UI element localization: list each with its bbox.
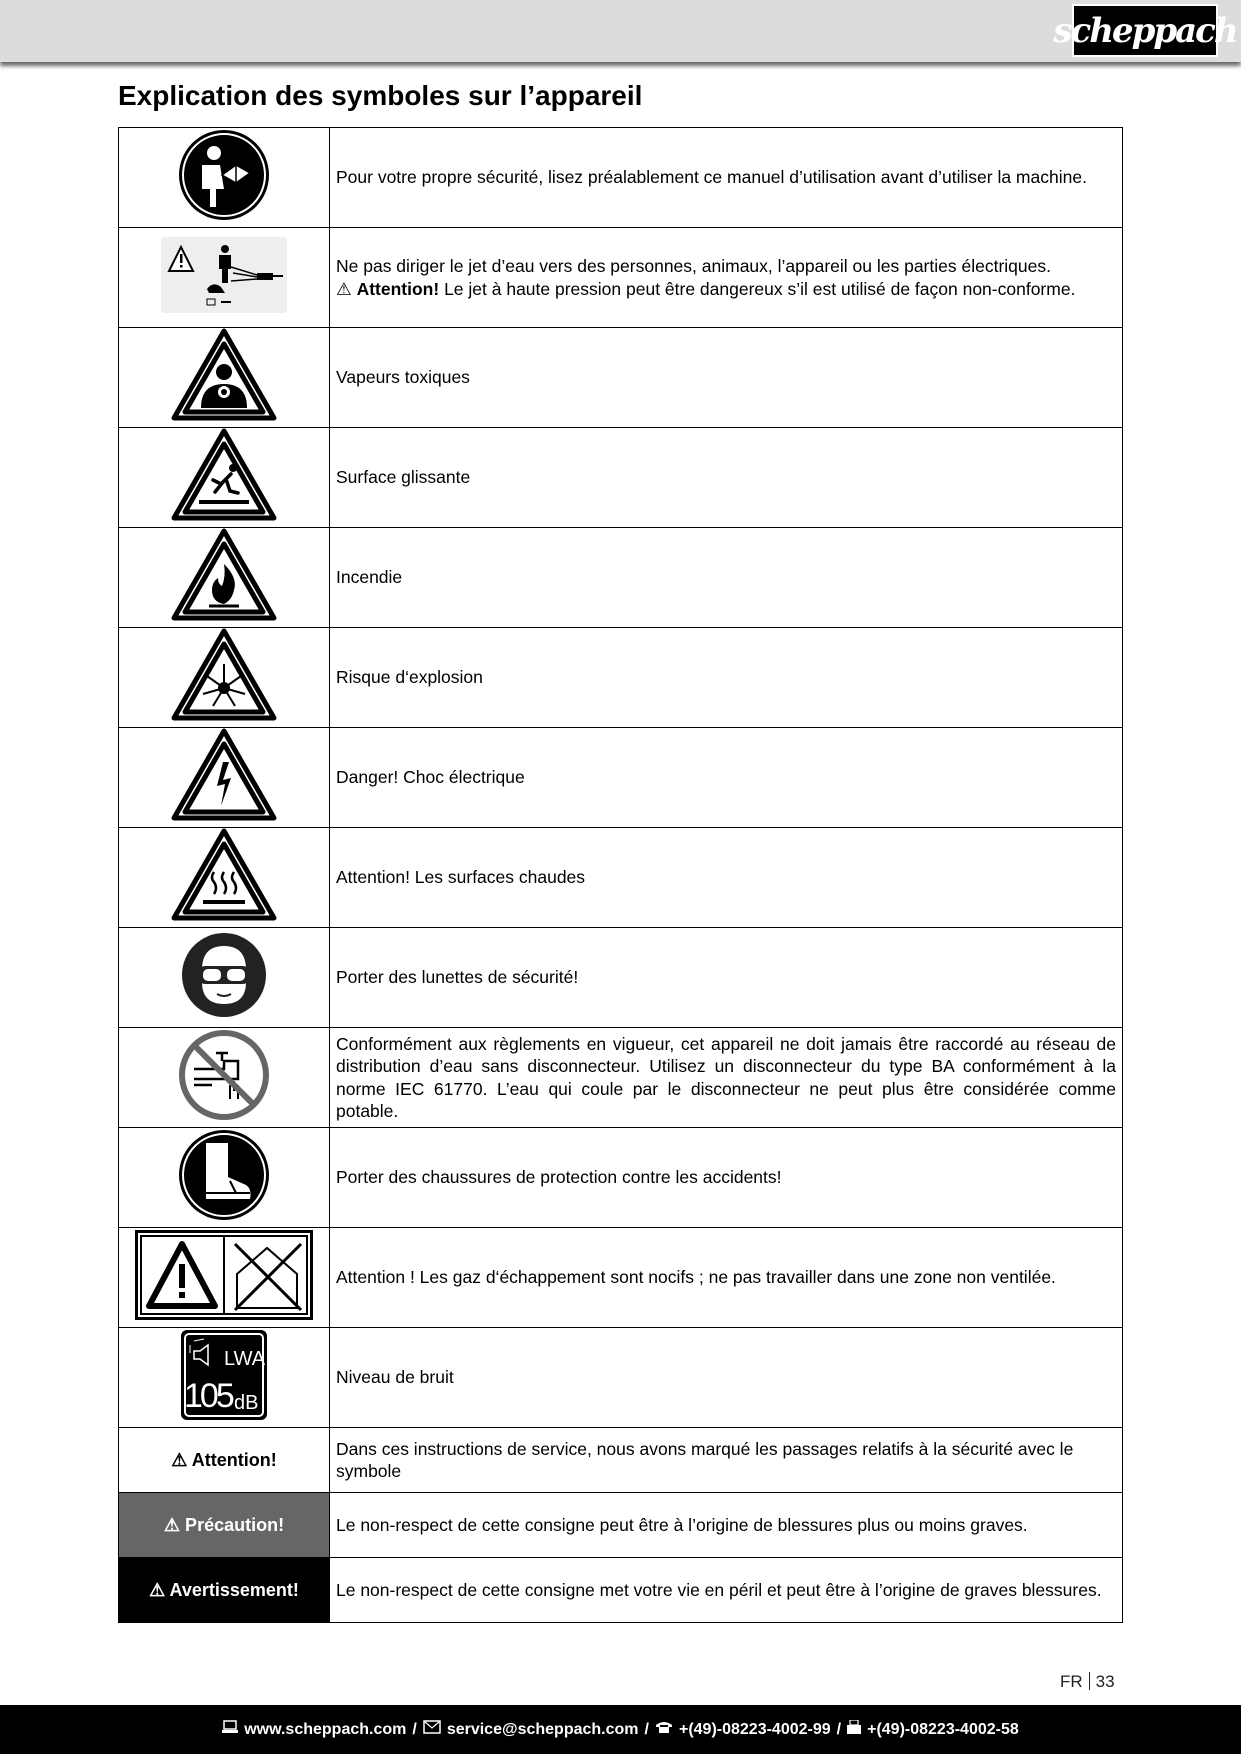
safety-goggles-icon xyxy=(181,932,267,1023)
table-row xyxy=(119,1558,1123,1623)
noise-unit-text: dB xyxy=(234,1392,259,1414)
table-row xyxy=(119,528,1123,628)
row-description: Vapeurs toxiques xyxy=(330,328,1123,428)
noise-value-text: 105 xyxy=(184,1377,232,1415)
level-label-warning: ⚠ Avertissement! xyxy=(119,1558,330,1623)
electric-shock-icon xyxy=(171,728,277,827)
table-row xyxy=(119,1493,1123,1558)
attention-label: Attention! xyxy=(356,278,440,299)
level-label-precaution: ⚠ Précaution! xyxy=(119,1493,330,1558)
safety-boots-icon xyxy=(178,1129,270,1226)
page-number-divider xyxy=(1089,1672,1090,1690)
footer-separator: / xyxy=(412,1720,417,1738)
level-description: Le non-respect de cette consigne peut être à l’origine de blessures plus ou moins graves. xyxy=(330,1493,1123,1558)
row-description: Porter des chaussures de protection contre les accidents! xyxy=(330,1128,1123,1228)
header-bar xyxy=(0,0,1241,62)
level-description: Dans ces instructions de service, nous avons marqué les passages relatifs à la sécurité avec le symbole xyxy=(330,1428,1123,1493)
table-row xyxy=(119,828,1123,928)
row-description xyxy=(330,228,1123,328)
table-row xyxy=(119,728,1123,828)
fire-icon xyxy=(171,528,277,627)
footer-bar xyxy=(0,1705,1241,1754)
brand-logo: scheppach xyxy=(1072,4,1218,57)
warning-triangle-icon: ⚠ xyxy=(336,278,352,299)
footer-separator: / xyxy=(644,1720,649,1738)
footer-phone: +(49)-08223-4002-99 xyxy=(678,1720,831,1738)
table-row xyxy=(119,1428,1123,1493)
page-number-value: 33 xyxy=(1095,1672,1115,1691)
fax-icon xyxy=(847,1720,861,1739)
table-row xyxy=(119,328,1123,428)
noise-level-icon xyxy=(180,1329,268,1426)
toxic-vapours-icon xyxy=(171,328,277,427)
footer-website-link[interactable]: www.scheppach.com xyxy=(244,1720,407,1738)
row-description-text: Le jet à haute pression peut être dangereux s’il est utilisé de façon non-conforme. xyxy=(439,278,1076,299)
row-description-text: Ne pas diriger le jet d’eau vers des personnes, animaux, l’appareil ou les parties électriques. xyxy=(336,256,1051,276)
row-description: Incendie xyxy=(330,528,1123,628)
no-spray-people-icon xyxy=(161,237,287,318)
footer-email-link[interactable]: service@scheppach.com xyxy=(446,1720,639,1738)
table-row xyxy=(119,1028,1123,1128)
hot-surface-icon xyxy=(171,828,277,927)
row-description: Porter des lunettes de sécurité! xyxy=(330,928,1123,1028)
footer-separator: / xyxy=(836,1720,842,1738)
exhaust-gas-no-indoor-icon xyxy=(135,1230,313,1325)
noise-label-text: LWA xyxy=(224,1348,266,1370)
page-number xyxy=(1060,1672,1115,1692)
level-description: Le non-respect de cette consigne met votre vie en péril et peut être à l’origine de graves blessures. xyxy=(330,1558,1123,1623)
telephone-icon xyxy=(655,1720,673,1739)
row-description: Danger! Choc électrique xyxy=(330,728,1123,828)
computer-icon xyxy=(222,1720,238,1739)
row-description: Risque d‘explosion xyxy=(330,628,1123,728)
row-description: Niveau de bruit xyxy=(330,1328,1123,1428)
explosion-icon xyxy=(171,628,277,727)
page-title: Explication des symboles sur l’appareil xyxy=(118,80,643,111)
table-row xyxy=(119,228,1123,328)
row-description: Attention ! Les gaz d‘échappement sont nocifs ; ne pas travailler dans une zone non ventilée. xyxy=(330,1228,1123,1328)
table-row xyxy=(119,428,1123,528)
table-row xyxy=(119,1128,1123,1228)
slippery-surface-icon xyxy=(171,428,277,527)
row-description: Pour votre propre sécurité, lisez préalablement ce manuel d’utilisation avant d’utiliser la machine. xyxy=(330,128,1123,228)
row-description: Attention! Les surfaces chaudes xyxy=(330,828,1123,928)
footer-fax: +(49)-08223-4002-58 xyxy=(867,1720,1019,1738)
email-icon xyxy=(423,1720,441,1739)
table-row xyxy=(119,128,1123,228)
table-row xyxy=(119,1328,1123,1428)
no-drinking-water-connection-icon xyxy=(178,1029,270,1126)
table-row xyxy=(119,628,1123,728)
row-description: Conformément aux règlements en vigueur, cet appareil ne doit jamais être raccordé au réseau de distribution d’eau sans disconnecteur. Utilisez un disconnecteur du type BA conformément à la norme IEC 61770. L’eau qui coule par le disconnecteur ne peut plus être considérée comme potable. xyxy=(330,1028,1123,1128)
page-language: FR xyxy=(1060,1672,1083,1691)
symbols-table xyxy=(118,127,1123,1623)
row-description: Surface glissante xyxy=(330,428,1123,528)
table-row xyxy=(119,928,1123,1028)
table-row xyxy=(119,1228,1123,1328)
level-label-attention: ⚠ Attention! xyxy=(119,1428,330,1493)
read-manual-icon xyxy=(178,129,270,226)
